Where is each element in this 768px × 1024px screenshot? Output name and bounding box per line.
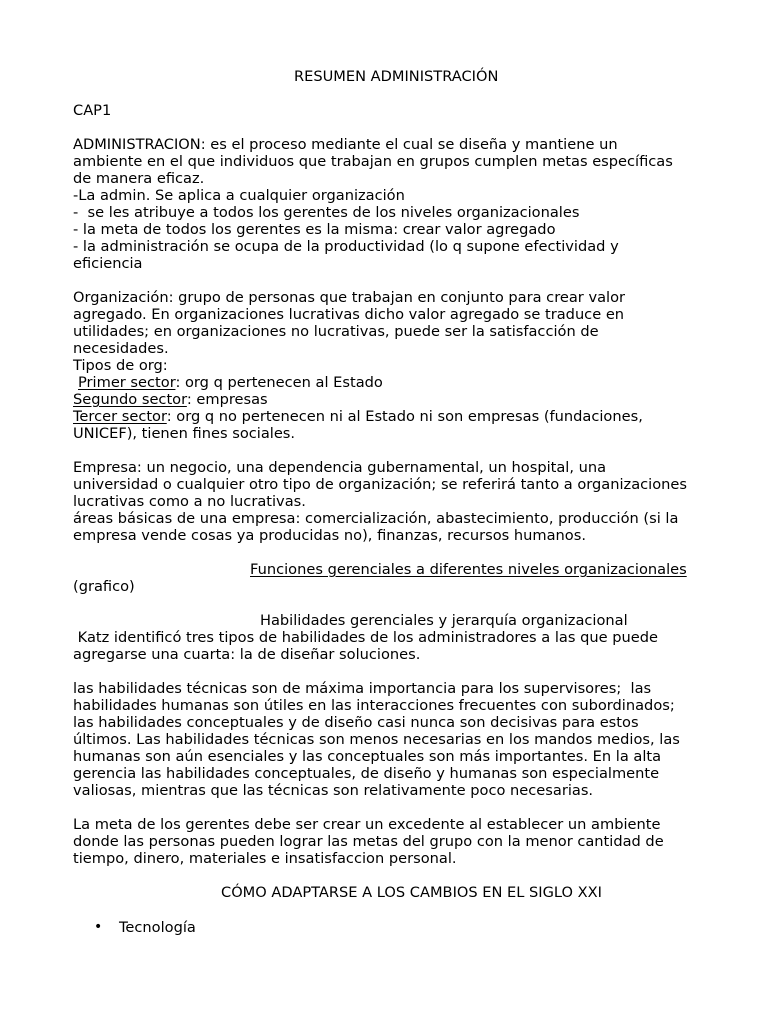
admin-def-line: de manera eficaz. <box>73 170 205 187</box>
empresa-def-line: universidad o cualquier otro tipo de organización; se referirá tanto a organizaciones <box>73 476 687 493</box>
habilidades-line: últimos. Las habilidades técnicas son menos necesarias en los mandos medios, las <box>73 731 680 748</box>
empresa-def-line: empresa vende cosas ya producidas no), finanzas, recursos humanos. <box>73 527 586 544</box>
document-title: RESUMEN ADMINISTRACIÓN <box>294 68 499 85</box>
sector-tercer-text: : org q no pertenecen ni al Estado ni son empresas (fundaciones, <box>166 408 643 425</box>
org-def-line: utilidades; en organizaciones no lucrativas, puede ser la satisfacción de <box>73 323 599 340</box>
admin-def-line: ADMINISTRACION: es el proceso mediante el cual se diseña y mantiene un <box>73 136 618 153</box>
habilidades-heading: Habilidades gerenciales y jerarquía organizacional <box>260 612 628 629</box>
sector-primer-label: Primer sector <box>78 374 176 391</box>
sector-primer <box>78 374 383 391</box>
admin-def-line: - la administración se ocupa de la productividad (lo q supone efectividad y <box>73 238 619 255</box>
bullet-item: Tecnología <box>119 919 196 936</box>
org-def-line: Tipos de org: <box>73 357 168 374</box>
katz-line: agregarse una cuarta: la de diseñar soluciones. <box>73 646 421 663</box>
katz-line: Katz identificó tres tipos de habilidades de los administradores a las que puede <box>73 629 658 646</box>
meta-line: La meta de los gerentes debe ser crear un excedente al establecer un ambiente <box>73 816 661 833</box>
meta-line: donde las personas pueden lograr las metas del grupo con la menor cantidad de <box>73 833 664 850</box>
sector-segundo-text: : empresas <box>186 391 268 408</box>
sector-segundo-label: Segundo sector <box>73 391 187 408</box>
habilidades-line: las habilidades conceptuales y de diseño casi nunca son decisivas para estos <box>73 714 639 731</box>
meta-line: tiempo, dinero, materiales e insatisfaccion personal. <box>73 850 457 867</box>
org-def-line: agregado. En organizaciones lucrativas dicho valor agregado se traduce en <box>73 306 625 323</box>
habilidades-line: gerencia las habilidades conceptuales, de diseño y humanas son especialmente <box>73 765 660 782</box>
bullet-dot-icon: • <box>94 919 103 935</box>
sector-tercer <box>73 408 643 425</box>
admin-def-line: -La admin. Se aplica a cualquier organización <box>73 187 405 204</box>
sector-tercer-cont: UNICEF), tienen fines sociales. <box>73 425 296 442</box>
sector-primer-text: : org q pertenecen al Estado <box>175 374 383 391</box>
sector-tercer-label: Tercer sector <box>73 408 167 425</box>
grafico-placeholder: (grafico) <box>73 578 135 595</box>
admin-def-line: ambiente en el que individuos que trabajan en grupos cumplen metas específicas <box>73 153 673 170</box>
sector-segundo <box>73 391 268 408</box>
funciones-heading: Funciones gerenciales a diferentes niveles organizacionales <box>250 561 687 578</box>
admin-def-line: eficiencia <box>73 255 143 272</box>
org-def-line: Organización: grupo de personas que trabajan en conjunto para crear valor <box>73 289 626 306</box>
admin-def-line: - la meta de todos los gerentes es la misma: crear valor agregado <box>73 221 556 238</box>
habilidades-line: humanas son aún esenciales y las conceptuales son más importantes. En la alta <box>73 748 662 765</box>
empresa-def-line: Empresa: un negocio, una dependencia gubernamental, un hospital, una <box>73 459 607 476</box>
habilidades-line: las habilidades técnicas son de máxima importancia para los supervisores; las <box>73 680 652 697</box>
empresa-def-line: áreas básicas de una empresa: comercialización, abastecimiento, producción (si la <box>73 510 679 527</box>
chapter-label: CAP1 <box>73 102 112 119</box>
cambios-heading: CÓMO ADAPTARSE A LOS CAMBIOS EN EL SIGLO XXI <box>221 884 602 901</box>
org-def-line: necesidades. <box>73 340 169 357</box>
habilidades-line: valiosas, mientras que las técnicas son relativamente poco necesarias. <box>73 782 594 799</box>
habilidades-line: habilidades humanas son útiles en las interacciones frecuentes con subordinados; <box>73 697 675 714</box>
empresa-def-line: lucrativas como a no lucrativas. <box>73 493 306 510</box>
admin-def-line: - se les atribuye a todos los gerentes de los niveles organizacionales <box>73 204 580 221</box>
